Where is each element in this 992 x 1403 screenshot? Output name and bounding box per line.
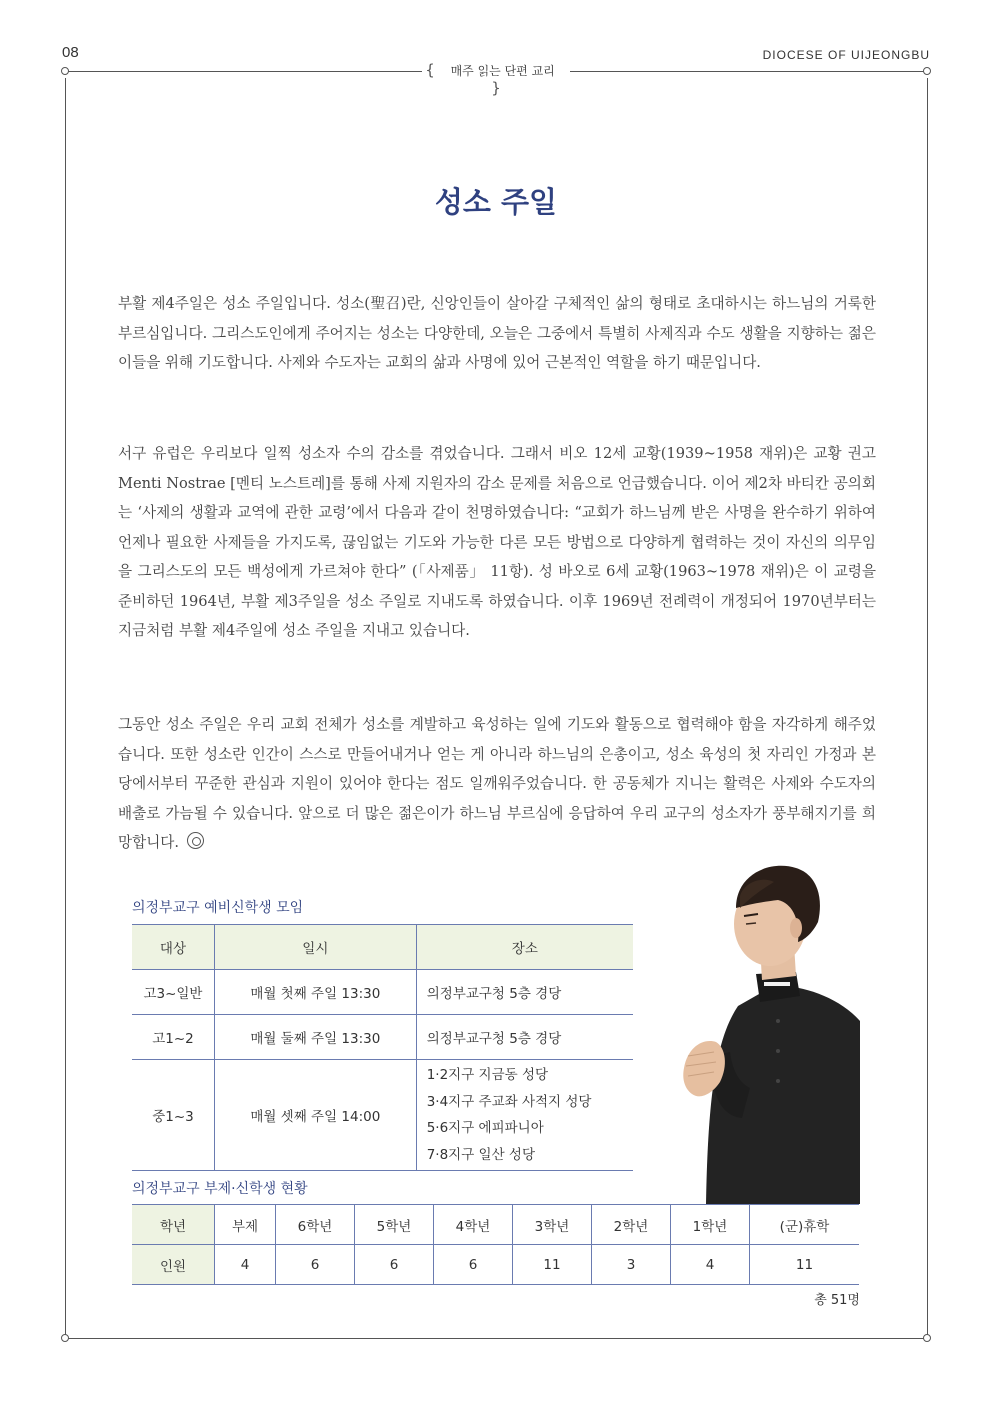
frame-right (927, 78, 928, 1335)
place-item: 7·8지구 일산 성당 (426, 1146, 536, 1163)
row-label-grade: 학년 (132, 1205, 215, 1245)
article-title: 성소 주일 (434, 185, 558, 219)
brace-right-icon: } (491, 79, 501, 97)
cell-time: 매월 셋째 주일 14:00 (214, 1060, 416, 1171)
paragraph-3-text: 그동안 성소 주일은 우리 교회 전체가 성소를 계발하고 육성하는 일에 기도와 활동으로 협력해야 함을 자각하게 해주었습니다. 또한 성소란 인간이 스스로 만들어내거나 얻는 게 아니라 하느님의 은총이고, 성소 육성의 첫 자리인 가정과 본당에서부터 꾸준한 관심과 지원이 있어야 한다는 점도 일깨워주었습니다. 한 공동체가 지니는 활력은 사제와 수도자의 배출로 가늠될 수 있습니다. 앞으로 더 많은 젊은이가 하느님 부르심에 응답하여 우리 교구의 성소자가 풍부해지기를 희망합니다. (118, 716, 876, 851)
section-label (422, 61, 570, 97)
place-item: 1·2지구 지금동 성당 (426, 1067, 549, 1083)
paragraph-2: 서구 유럽은 우리보다 일찍 성소자 수의 감소를 겪었습니다. 그래서 비오 12세 교황(1939~1958 재위)은 교황 권고 Menti Nostrae [멘티 노스트레]를 통해 사제 지원자의 감소 문제를 처음으로 언급했습니다. 이어 제2차 바티칸 공의회는 ‘사제의 생활과 교역에 관한 교령’에서 다음과 같이 천명하였습니다: “교회가 하느님께 받은 사명을 완수하기 위하여 언제나 필요한 사제들을 가지도록, 끊임없는 기도와 가능한 다른 모든 방법으로 다양하게 협력하는 것이 자신의 의무임을 그리스도의 모든 백성에게 가르쳐야 한다” (「사제품」 11항). 성 바오로 6세 교황(1963~1978 재위)은 이 교령을 준비하던 1964년, 부활 제3주일을 성소 주일로 지내도록 하였습니다. 이후 1969년 전례력이 개정되어 1970년부터는 지금처럼 부활 제4주일에 성소 주일을 지내고 있습니다. (118, 445, 876, 639)
table-row (132, 970, 633, 1015)
stats-table (132, 1204, 859, 1285)
cell-time: 매월 첫째 주일 13:30 (214, 970, 416, 1015)
section-label-text: 매주 읽는 단편 교리 (450, 64, 555, 78)
grade-cell: 6학년 (276, 1205, 355, 1245)
frame-corner-dot (61, 67, 69, 75)
paragraph-3 (118, 710, 876, 858)
cell-time: 매월 둘째 주일 13:30 (214, 1015, 416, 1060)
count-cell: 6 (434, 1245, 513, 1285)
frame-left (65, 78, 66, 1335)
place-item: 5·6지구 에피파니아 (426, 1120, 544, 1136)
diocese-name: DIOCESE OF UIJEONGBU (762, 48, 930, 62)
grade-cell: 2학년 (592, 1205, 671, 1245)
count-cell: 11 (513, 1245, 592, 1285)
end-mark-icon (187, 832, 204, 849)
cell-target: 고3~일반 (132, 970, 214, 1015)
grade-cell: 3학년 (513, 1205, 592, 1245)
grade-cell: 4학년 (434, 1205, 513, 1245)
frame-corner-dot (61, 1334, 69, 1342)
count-cell: 4 (215, 1245, 276, 1285)
paragraph-1: 부활 제4주일은 성소 주일입니다. 성소(聖召)란, 신앙인들이 살아갈 구체적인 삶의 형태로 초대하시는 하느님의 거룩한 부르심입니다. 그리스도인에게 주어지는 성소는 다양한데, 오늘은 그중에서 특별히 사제직과 수도 생활을 지향하는 젊은이들을 위해 기도합니다. 사제와 수도자는 교회의 삶과 사명에 있어 근본적인 역할을 하기 때문입니다. (118, 295, 876, 371)
seminarian-illustration (678, 856, 860, 1204)
stats-title: 의정부교구 부제·신학생 현황 (132, 1181, 308, 1197)
cell-place: 의정부교구청 5층 경당 (416, 1015, 633, 1060)
header-target: 대상 (132, 925, 214, 970)
row-label-count: 인원 (132, 1245, 215, 1285)
frame-top-left (68, 71, 424, 72)
cell-place-list (416, 1060, 633, 1171)
count-cell: 3 (592, 1245, 671, 1285)
brace-left-icon: { (425, 61, 435, 79)
grade-cell: 부제 (215, 1205, 276, 1245)
cell-target: 중1~3 (132, 1060, 214, 1171)
table-header-row (132, 925, 633, 970)
meetings-table (132, 924, 633, 1171)
page-number: 08 (62, 44, 79, 61)
table-row (132, 1245, 859, 1285)
grade-cell: 1학년 (671, 1205, 750, 1245)
count-cell: 4 (671, 1245, 750, 1285)
header-place: 장소 (416, 925, 633, 970)
cell-target: 고1~2 (132, 1015, 214, 1060)
seminarian-photo (678, 856, 860, 1204)
cell-place: 의정부교구청 5층 경당 (416, 970, 633, 1015)
grade-cell: (군)휴학 (750, 1205, 859, 1245)
frame-corner-dot (923, 1334, 931, 1342)
frame-bottom (68, 1338, 924, 1339)
table-row (132, 1015, 633, 1060)
count-cell: 6 (355, 1245, 434, 1285)
frame-top-right (568, 71, 924, 72)
grade-cell: 5학년 (355, 1205, 434, 1245)
stats-total: 총 51명 (814, 1293, 860, 1308)
meetings-title: 의정부교구 예비신학생 모임 (132, 900, 304, 916)
count-cell: 11 (750, 1245, 859, 1285)
place-item: 3·4지구 주교좌 사적지 성당 (426, 1093, 592, 1110)
frame-corner-dot (923, 67, 931, 75)
table-row (132, 1205, 859, 1245)
table-row (132, 1060, 633, 1171)
header-time: 일시 (214, 925, 416, 970)
count-cell: 6 (276, 1245, 355, 1285)
